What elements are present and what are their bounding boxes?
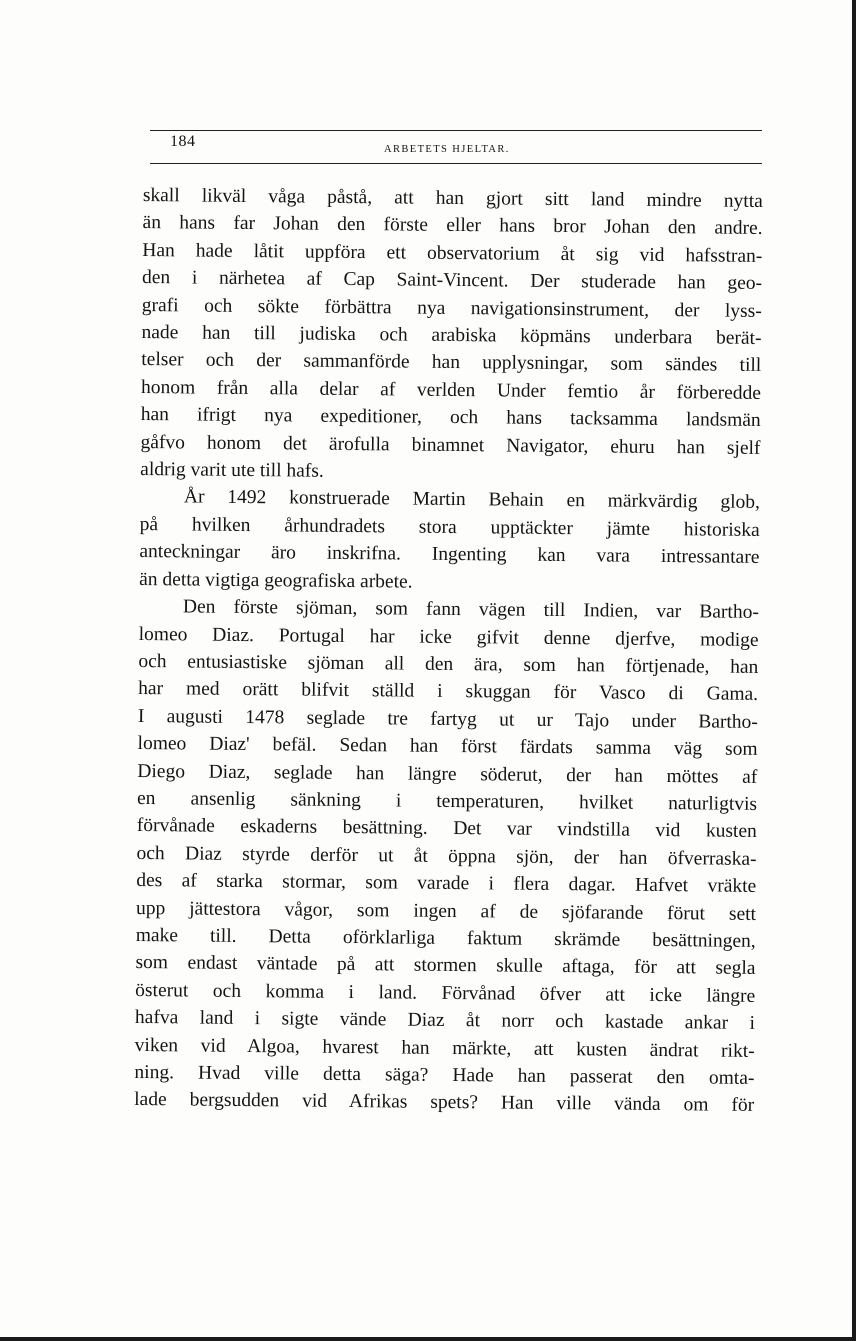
text-line: som endast väntade på att stormen skulle aftaga, för att segla [135,952,756,980]
body-text [134,182,763,1120]
text-line: Diego Diaz, seglade han längre söderut, der han möttes af [137,760,758,788]
text-line: än detta vigtiga geografiska arbete. [139,568,413,593]
text-line: österut och komma i land. Förvånad öfver att icke längre [135,979,756,1007]
text-line: anteckningar äro inskrifna. Ingenting kan vara intressantare [139,541,760,569]
scan-edge-right [852,0,856,1341]
text-line: en ansenlig sänkning i temperaturen, hvilket naturligtvis [136,787,758,815]
text-line: gåfvo honom det ärofulla binamnet Navigator, ehuru han sjelf [140,431,761,459]
text-line: viken vid Algoa, hvarest han märkte, att kusten ändrat rikt- [134,1034,755,1062]
text-line: har med orätt blifvit ställd i skuggan för Vasco di Gama. [138,678,759,706]
text-line: lomeo Diaz. Portugal har icke gifvit denne djerfve, modige [138,623,759,651]
text-line: make till. Detta oförklarliga faktum skrämde besättningen, [135,924,756,952]
text-line: lade bergsudden vid Afrikas spets? Han ville vända om för [134,1089,755,1117]
text-line: aldrig varit ute till hafs. [140,459,324,482]
page-number: 184 [170,133,196,150]
text-line: han ifrigt nya expeditioner, och hans tacksamma landsmän [140,404,761,432]
text-line: Han hade låtit uppföra ett observatorium åt sig vid hafsstran- [142,239,763,267]
text-line: nade han till judiska och arabiska köpmäns underbara berät- [141,322,762,349]
running-title: ARBETETS HJELTAR. [384,144,510,155]
text-line: ning. Hvad ville detta säga? Hade han passerat den omta- [134,1061,755,1089]
text-line: telser och der sammanförde han upplysningar, som sändes till [141,349,762,377]
text-line: förvånade eskaderns besättning. Det var vindstilla vid kusten [136,815,757,843]
text-line: än hans far Johan den förste eller hans bror Johan den andre. [142,212,763,240]
header-rule-top [150,130,762,131]
text-line: och entusiastiske sjöman all den ära, som han förtjenade, han [138,650,759,678]
scan-edge-bottom [0,1337,856,1341]
text-line: honom från alla delar af verlden Under femtio år förberedde [140,376,762,404]
text-line: på hvilken århundradets stora upptäckter jämte historiska [139,513,760,541]
text-line: I augusti 1478 seglade tre fartyg ut ur Tajo under Bartho- [137,705,758,733]
text-line: År 1492 konstruerade Martin Behain en märkvärdig glob, [183,486,761,514]
text-line: upp jättestora vågor, som ingen af de sjöfarande förut sett [135,897,757,925]
text-line: lomeo Diaz' befäl. Sedan han först färdats samma väg som [137,733,758,761]
text-line: grafi och sökte förbättra nya navigationsinstrument, der lyss- [141,294,762,322]
text-line: skall likväl våga påstå, att han gjort sitt land mindre nytta [142,184,763,212]
text-line: des af starka stormar, som varade i flera dagar. Hafvet vräkte [136,870,757,898]
text-line: och Diaz styrde derför ut åt öppna sjön, der han öfverraska- [136,842,757,870]
text-line: den i närhetea af Cap Saint-Vincent. Der studerade han geo- [141,267,763,295]
text-line: hafva land i sigte vände Diaz åt norr och kastade ankar i [134,1007,756,1035]
header-rule-bottom [150,163,762,164]
text-line: Den förste sjöman, som fann vägen till Indien, var Bartho- [182,596,759,624]
